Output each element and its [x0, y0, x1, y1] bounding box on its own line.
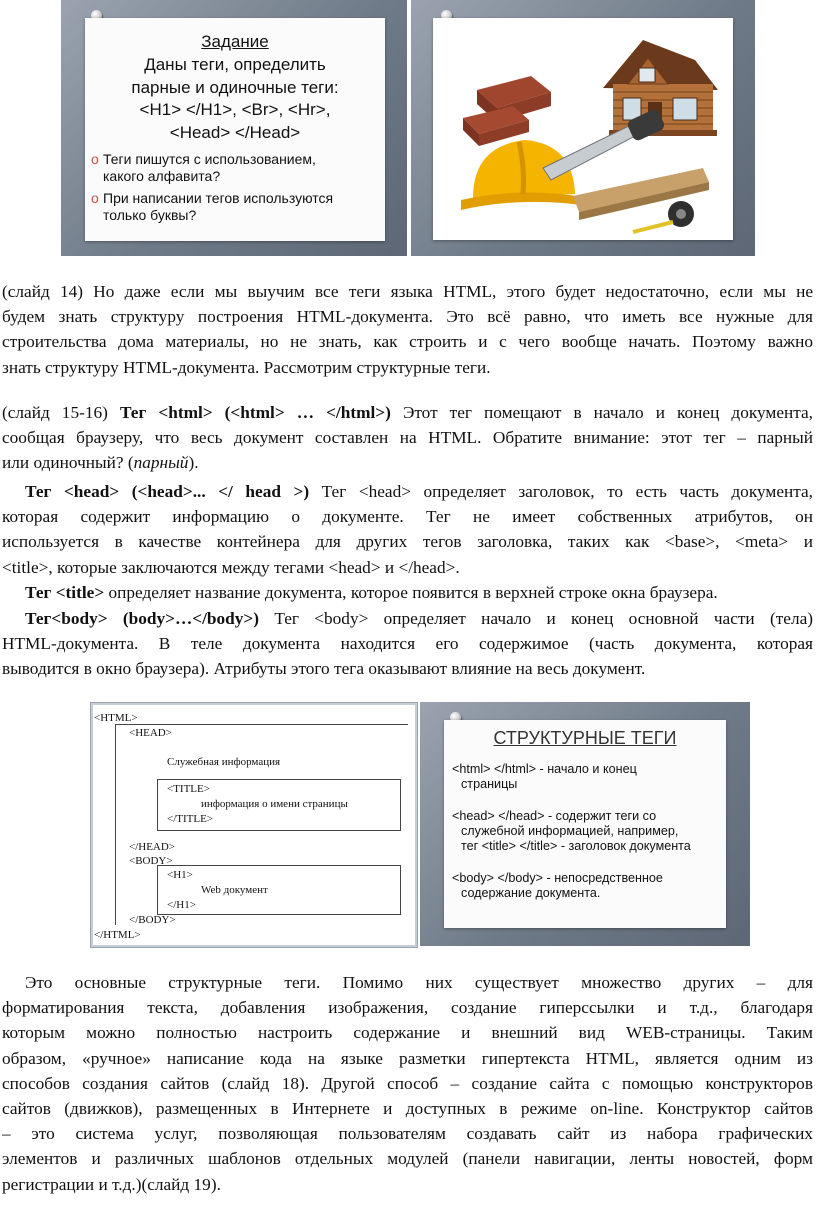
task-heading-line: парные и одиночные теги: — [131, 77, 339, 97]
text-line: HTML-документа. В теле документа находится его содержимое (часть документа, которая — [2, 634, 813, 654]
text-run: Тег <head> определяет заголовок, то есть часть документа, — [309, 482, 813, 501]
task-heading-line: <H1> </H1>, <Br>, <Hr>, — [139, 100, 331, 119]
slide-structural-tags — [420, 702, 750, 946]
tag-item-line: <html> </html> - начало и конец — [452, 762, 637, 776]
text-line: регистрации и т.д.)(слайд 19). — [2, 1174, 221, 1194]
code-line: </HTML> — [94, 929, 141, 941]
paragraph-title-tag — [2, 580, 813, 605]
structural-tags-list — [452, 762, 724, 901]
tag-item-line: служебной информацией, например, — [461, 824, 679, 838]
text-line: которым можно полностью настроить содержание и внешний вид WEB-страницы. Таким — [2, 1023, 813, 1043]
text-line: знать структуру HTML-документа. Рассмотрим структурные теги. — [2, 357, 491, 377]
task-title: Задание — [201, 32, 269, 51]
text-line: способов создания сайтов (слайд 18). Другой способ – создание сайта с помощью конструкторов — [2, 1073, 813, 1093]
text-run: Этот тег помещают в начало и конец документа, — [390, 403, 813, 422]
text-run: или одиночный? ( — [2, 453, 134, 473]
code-line: </TITLE> — [167, 813, 214, 825]
text-line: элементов и различных шаблонов отдельных модулей (панели навигации, ленты новостей, форм — [2, 1149, 813, 1169]
code-line: <HEAD> — [129, 727, 172, 739]
tag-item-line: <head> </head> - содержит теги со — [452, 809, 657, 823]
tag-item-line: <body> </body> - непосредственное — [452, 871, 663, 885]
code-line: </H1> — [167, 899, 196, 911]
text-line: сайтов (движков), размещенных в Интернете и доступных в режиме on-line. Конструктор сайтов — [2, 1098, 813, 1118]
text-line: форматирования текста, добавления изображения, создание гиперссылки и т.д., благодаря — [2, 998, 813, 1018]
text-line — [2, 606, 813, 631]
tag-item-line: содержание документа. — [461, 886, 601, 900]
text-line: – это система услуг, позволяющая пользователям создавать сайт из набора графических — [2, 1124, 813, 1144]
text-run: (слайд 15-16) — [2, 403, 120, 422]
text-line: будем знать структуру построения HTML-документа. Это всё равно, что иметь все нужные для — [2, 307, 813, 327]
text-run-bold: Тег <html> (<html> … </html>) — [119, 403, 391, 422]
tag-item-line: страницы — [461, 777, 518, 791]
task-heading-line: <Head> </Head> — [169, 122, 301, 142]
slide-task — [61, 0, 407, 256]
text-run: Тег <body> определяет начало и конец основной части (тела) — [259, 609, 813, 628]
text-line: выводится в окно браузера). Атрибуты этого тега оказывают влияние на весь документ. — [2, 659, 646, 679]
text-line — [2, 450, 813, 475]
construction-illustration — [433, 18, 733, 240]
task-heading-line: Даны теги, определить — [144, 55, 326, 74]
hard-hat-icon — [461, 140, 589, 210]
bullet-icon: o — [91, 190, 99, 206]
text-run-italic: парный — [133, 453, 189, 473]
code-line: <HTML> — [94, 712, 138, 724]
paragraph-structure-intro — [2, 279, 813, 380]
text-run-bold: Тег<body> (body>…</body>) — [25, 609, 260, 628]
code-line: Web документ — [201, 884, 268, 896]
text-line: сообщая браузеру, что весь документ составлен на HTML. Обратите внимание: этот тег – парный — [2, 428, 813, 448]
task-heading — [85, 54, 385, 144]
task-bullet — [91, 190, 381, 224]
bricks-icon — [463, 76, 551, 146]
paragraph-head-tag — [2, 479, 813, 580]
bullet-line: При написании тегов используются — [103, 190, 334, 206]
text-run: определяет название документа, которое появится в верхней строке окна браузера. — [104, 583, 718, 602]
paragraph-body-tag — [2, 606, 813, 682]
structural-tags-title: СТРУКТУРНЫЕ ТЕГИ — [493, 728, 677, 748]
bullet-line: Теги пишутся с использованием, — [103, 151, 316, 167]
text-line: образом, «ручное» написание кода на языке разметки гипертекста HTML, является одним из — [2, 1048, 813, 1068]
tag-item — [452, 871, 724, 901]
task-card — [85, 18, 385, 241]
text-line: используется в качестве контейнера для других тегов заголовка, таких как <base>, <meta> и — [2, 532, 813, 552]
code-line: <TITLE> — [167, 783, 210, 795]
text-line — [2, 479, 813, 504]
saw-icon — [543, 108, 666, 180]
structural-tags-card — [444, 720, 726, 928]
text-run-bold: Тег <head> (<head>... </ head >) — [25, 482, 310, 501]
code-line: <H1> — [167, 869, 193, 881]
code-line: <BODY> — [129, 855, 173, 867]
text-line — [2, 580, 813, 605]
text-line: строительства дома материалы, но не знать, как строить и с чего вообще начать. Поэтому важно — [2, 332, 813, 352]
task-bullets — [91, 151, 381, 224]
paragraph-html-tag — [2, 400, 813, 476]
bullet-line: только буквы? — [103, 207, 197, 223]
text-run: ). — [188, 453, 199, 473]
text-line: <title>, которые заключаются между тегами <head> и </head>. — [2, 557, 460, 577]
text-line: (слайд 14) Но даже если мы выучим все теги языка HTML, этого будет недостаточно, если мы не — [2, 282, 813, 301]
text-run-bold: Тег <title> — [25, 583, 105, 602]
bullet-icon: o — [91, 151, 99, 167]
bullet-line: какого алфавита? — [103, 168, 221, 184]
tag-item — [452, 762, 724, 792]
code-line: Служебная информация — [167, 756, 281, 768]
text-line — [2, 400, 813, 425]
slide-picture — [411, 0, 755, 256]
code-line: информация о имени страницы — [201, 798, 348, 810]
task-bullet — [91, 151, 381, 185]
text-line: Это основные структурные теги. Помимо них существует множество других – для — [25, 973, 813, 992]
code-line: </HEAD> — [129, 841, 176, 853]
tape-measure-icon — [633, 201, 694, 232]
tag-item — [452, 809, 724, 854]
text-line: которая содержит информацию о документе. Тег не имеет собственных атрибутов, он — [2, 507, 813, 527]
code-line: </BODY> — [129, 914, 176, 926]
tag-item-line: тег <title> </title> - заголовок документа — [461, 839, 691, 853]
paragraph-conclusion — [2, 970, 813, 1197]
picture-card — [433, 18, 733, 240]
html-structure-diagram — [90, 702, 418, 948]
